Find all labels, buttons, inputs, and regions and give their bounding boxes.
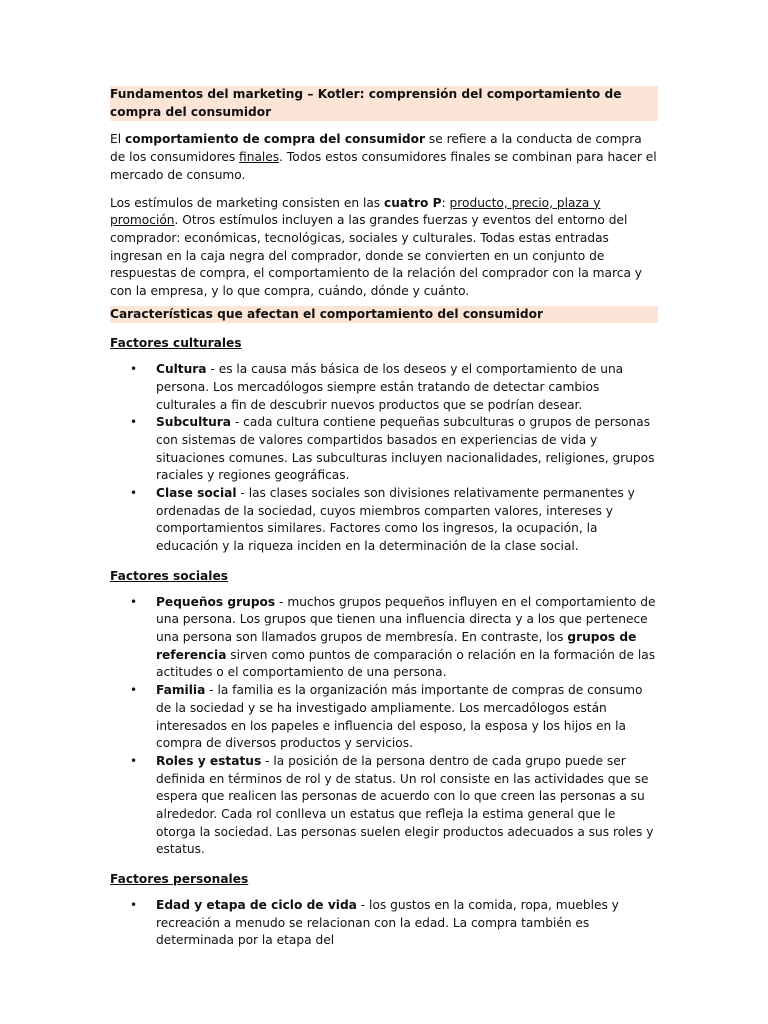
underlined-word: finales <box>239 150 280 165</box>
item-text: - muchos grupos pequeños influyen en el comportamiento de una persona. Los grupos que tienen una influencia directa y a los que pertenece una persona son llamados grupos de membresía. En contraste, los <box>156 594 656 644</box>
bold-term: comportamiento de compra del consumidor <box>124 132 426 147</box>
list-item <box>110 485 658 556</box>
text-run: Los estímulos de marketing consisten en las <box>110 195 385 210</box>
item-text: - los gustos en la comida, ropa, muebles y recreación a menudo se relacionan con la edad. La compra también es determinada por la etapa del <box>156 897 619 948</box>
item-text: - la posición de la persona dentro de cada grupo puede ser definida en términos de rol y de status. Un rol consiste en las actividades que se espera que realicen las personas de acuerdo con lo que creen las personas a su alrededor. Cada rol conlleva un estatus que refleja la estima general que le otorga la sociedad. Las personas suelen elegir productos adecuados a sus roles y estatus. <box>156 753 654 857</box>
personal-list <box>110 897 658 950</box>
item-text: - cada cultura contiene pequeñas subculturas o grupos de personas con sistemas de valores compartidos basados en experiencias de vida y situaciones comunes. Las subculturas incluyen nacionalidades, religiones, grupos raciales y regiones geográficas. <box>156 415 655 483</box>
item-term: Cultura <box>156 362 207 377</box>
intro-paragraph-2 <box>110 195 658 301</box>
text-run: . Todos estos consumidores finales se combinan para hacer el mercado de consumo. <box>110 150 657 182</box>
bullet-icon: • <box>130 486 138 501</box>
item-term: grupos de referencia <box>156 629 637 662</box>
cultural-list <box>110 361 658 556</box>
item-term: Clase social <box>156 486 237 501</box>
item-text: sirven como puntos de comparación o relación en la formación de las actitudes o el comportamiento de una persona. <box>156 647 656 680</box>
bullet-icon: • <box>130 897 138 912</box>
section-title: Características que afectan el comportamiento del consumidor <box>110 306 658 324</box>
document-title: Fundamentos del marketing – Kotler: comprensión del comportamiento de compra del consumidor <box>110 86 658 121</box>
text-run: El <box>110 132 125 147</box>
item-term: Subcultura <box>156 415 231 430</box>
list-item <box>110 594 658 683</box>
document-body <box>110 86 658 950</box>
item-term: Roles y estatus <box>156 753 262 768</box>
list-item <box>110 414 658 485</box>
bullet-icon: • <box>130 594 138 609</box>
social-list <box>110 594 658 860</box>
bullet-icon: • <box>130 362 138 377</box>
list-item <box>110 682 658 753</box>
item-text: - es la causa más básica de los deseos y el comportamiento de una persona. Los mercadólogos siempre están tratando de detectar cambios culturales a fin de descubrir nuevos productos que se podrían desear. <box>156 362 624 412</box>
text-run: . Otros estímulos incluyen a las grandes fuerzas y eventos del entorno del comprador: económicas, tecnológicas, sociales y culturales. Todas estas entradas ingresan en la caja negra del comprador, donde se convierten en un conjunto de respuestas de compra, el comportamiento de la relación del comprador con la marca y con la empresa, y lo que compra, cuándo, dónde y cuánto. <box>110 213 643 299</box>
list-item <box>110 753 658 859</box>
item-term: Edad y etapa de ciclo de vida <box>156 897 357 912</box>
item-term: Pequeños grupos <box>156 594 276 609</box>
text-run: se refiere a la conducta de compra de los consumidores <box>110 132 642 165</box>
personal-heading: Factores personales <box>110 872 249 887</box>
social-heading: Factores sociales <box>110 568 228 583</box>
cultural-heading: Factores culturales <box>110 336 242 351</box>
bold-term: cuatro P <box>384 195 442 210</box>
item-text: - la familia es la organización más importante de compras de consumo de la sociedad y se ha investigado ampliamente. Los mercadólogos están interesados en los papeles e influencia del esposo, la esposa y los hijos en la compra de diversos productos y servicios. <box>156 683 643 751</box>
underlined-phrase: producto, precio, plaza y promoción <box>110 195 601 228</box>
list-item <box>110 897 658 950</box>
bullet-icon: • <box>130 415 138 430</box>
intro-paragraph-1 <box>110 131 658 184</box>
text-run: : <box>441 195 450 210</box>
item-text: - las clases sociales son divisiones relativamente permanentes y ordenadas de la sociedad, cuyos miembros comparten valores, intereses y comportamientos similares. Factores como los ingresos, la ocupación, la educación y la riqueza inciden en la determinación de la clase social. <box>156 486 635 554</box>
item-term: Familia <box>156 683 206 698</box>
bullet-icon: • <box>130 753 138 768</box>
bullet-icon: • <box>130 683 138 698</box>
list-item <box>110 361 658 414</box>
